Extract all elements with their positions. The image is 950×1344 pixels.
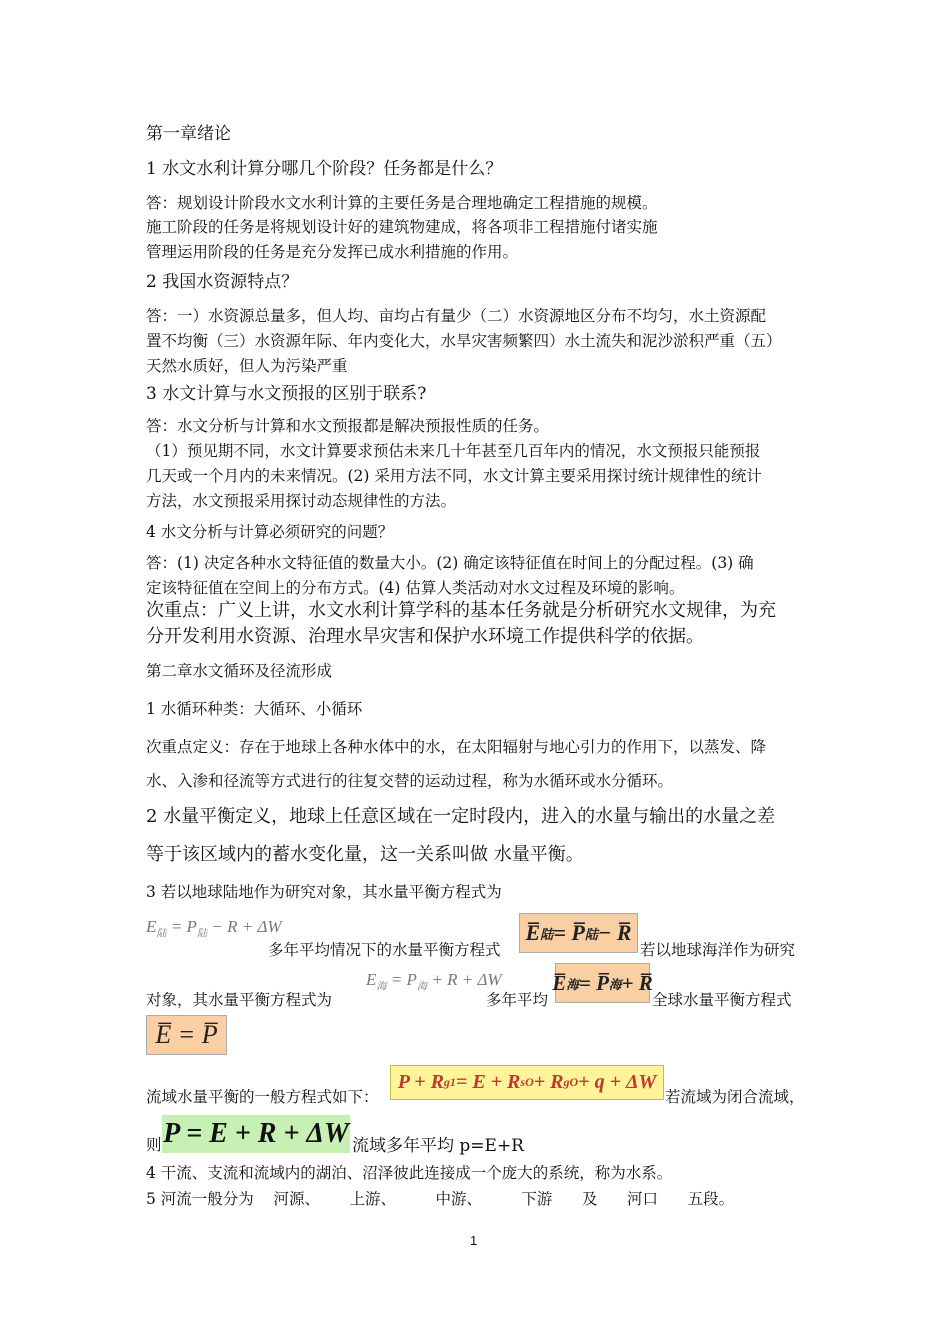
text-closed-basin: 若流域为闭合流域， [665,1088,805,1106]
answer-1-line3: 管理运用阶段的任务是充分发挥已成水利措施的作用。 [146,243,519,261]
text-basin: 流域水量平衡的一般方程式如下： [146,1088,379,1106]
answer-4-line2: 定该特征值在空间上的分布方式。(4) 估算人类活动对水文过程及环境的影响。 [146,579,685,597]
answer-3-line3: 几天或一个月内的未来情况。(2) 采用方法不同，水文计算主要采用探讨统计规律性的统计 [146,467,762,485]
answer-3-line4: 方法，水文预报采用探讨动态规律性的方法。 [146,492,457,510]
page-number: 1 [470,1233,478,1248]
answer-2-line2: 置不均衡（三）水资源年际、年内变化大，水旱灾害频繁四）水土流失和泥沙淤积严重（五） [146,332,782,350]
item-2-line1: 2 水量平衡定义，地球上任意区域在一定时段内，进入的水量与输出的水量之差 [146,806,776,827]
equation-global: E̅ = P̅ [146,1015,227,1055]
chapter2-title: 第二章水文循环及径流形成 [146,662,333,680]
equation-ocean: $E_海 = P_海 + R + \Delta W$ [366,970,502,993]
question-4: 4 水文分析与计算必须研究的问题？ [146,523,394,541]
question-1: 1 水文水利计算分哪几个阶段？任务都是什么？ [146,159,503,179]
question-2: 2 我国水资源特点？ [146,272,299,292]
equation-land-avg: E̅ 陆 = P̅ 陆 − R̅ [519,913,638,953]
definition-line1: 次重点定义：存在于地球上各种水体中的水，在太阳辐射与地心引力的作用下，以蒸发、降 [146,738,767,756]
item-2-line2: 等于该区域内的蓄水变化量，这一关系叫做 水量平衡。 [146,844,584,865]
answer-1-line1: 答：规划设计阶段水文水利计算的主要任务是合理地确定工程措施的规模。 [146,194,658,212]
text-ocean: 若以地球海洋作为研究 [640,941,796,959]
text-basin-average: 流域多年平均 p=E+R [352,1136,524,1156]
question-3: 3 水文计算与水文预报的区别于联系? [146,384,427,404]
answer-3-line2: （1）预见期不同，水文计算要求预估未来几十年甚至几百年内的情况，水文预报只能预报 [146,442,761,460]
item-1-water-cycle: 1 水循环种类：大循环、小循环 [146,700,363,718]
text-multi-year-land: 多年平均情况下的水量平衡方程式 [268,941,501,959]
chapter1-title: 第一章绪论 [146,124,231,144]
text-global: 全球水量平衡方程式 [652,991,792,1009]
item-3-intro: 3 若以地球陆地作为研究对象，其水量平衡方程式为 [146,883,502,901]
answer-2-line3: 天然水质好，但人为污染严重 [146,357,348,375]
item-5-river-sections: 5 河流一般分为 河源、 上游、 中游、 下游 及 河口 五段。 [146,1190,735,1208]
equation-closed-basin: P = E + R + ΔW [162,1115,350,1153]
key-point-line1: 次重点：广义上讲，水文水利计算学科的基本任务就是分析研究水文规律，为充 [146,600,776,621]
text-then: 则 [146,1136,162,1154]
definition-line2: 水、入渗和径流等方式进行的往复交替的运动过程，称为水循环或水分循环。 [146,772,674,790]
answer-1-line2: 施工阶段的任务是将规划设计好的建筑物建成，将各项非工程措施付诸实施 [146,218,658,236]
text-multi-year: 多年平均 [486,991,549,1009]
equation-basin: P + R g1 = E + R sO + R gO + q + ΔW [390,1065,664,1100]
answer-3-line1: 答：水文分析与计算和水文预报都是解决预报性质的任务。 [146,417,550,435]
equation-land: $E_陆 = P_陆 - R + \Delta W$ [146,917,282,940]
key-point-line2: 分开发利用水资源、治理水旱灾害和保护水环境工作提供科学的依据。 [146,626,704,647]
answer-2-line1: 答：一）水资源总量多，但人均、亩均占有量少（二）水资源地区分布不均匀，水土资源配 [146,307,767,325]
text-ocean-2: 对象，其水量平衡方程式为 [146,991,333,1009]
item-4-river-system: 4 干流、支流和流域内的湖泊、沼泽彼此连接成一个庞大的系统，称为水系。 [146,1164,673,1182]
equation-ocean-avg: E̅ 海 = P̅ 海 + R̅ [555,963,650,1003]
answer-4-line1: 答：(1) 决定各种水文特征值的数量大小。(2) 确定该特征值在时间上的分配过程。(3) 确 [146,554,754,572]
